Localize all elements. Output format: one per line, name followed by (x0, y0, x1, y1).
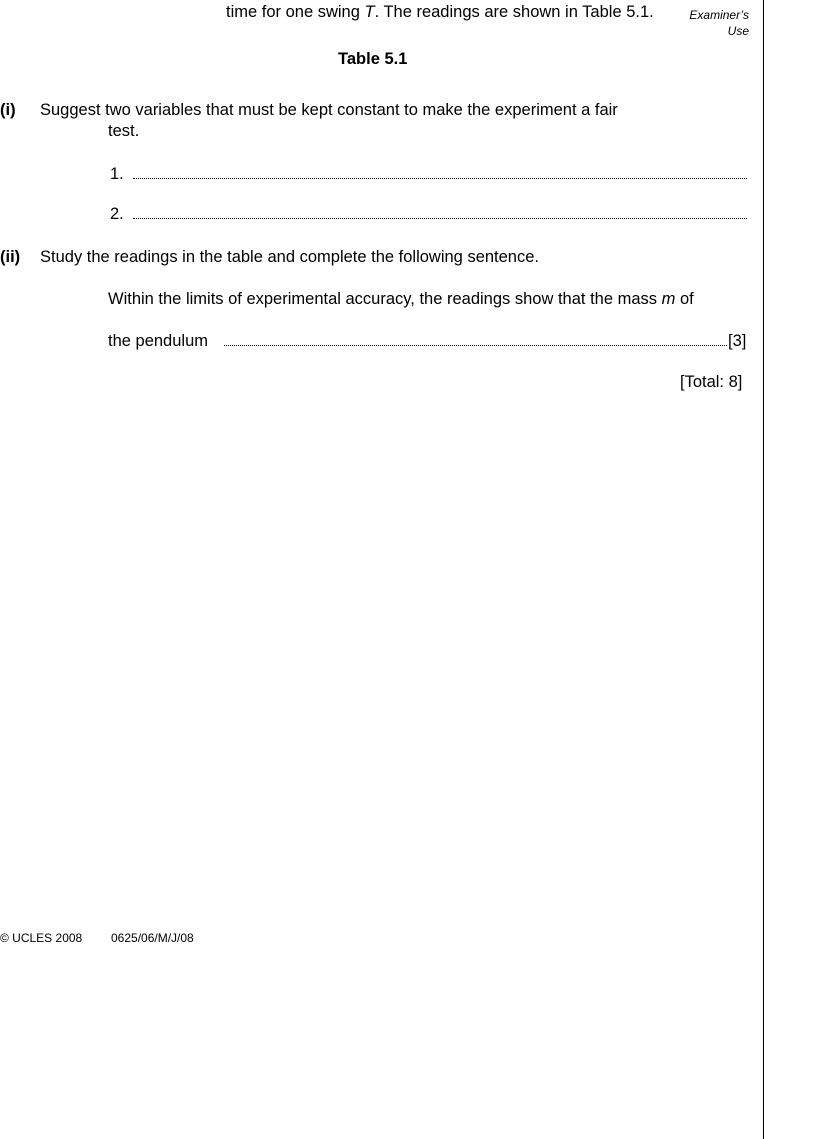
part-ii-question: Study the readings in the table and complete the following sentence. (40, 248, 539, 266)
part-i-question: Suggest two variables that must be kept constant to make the experiment a fair (40, 101, 618, 119)
part-i-question-continued: test. (108, 122, 140, 140)
total-marks: [Total: 8] (680, 373, 743, 391)
examiners-use-label: Examiner’s Use (689, 8, 749, 38)
examiner-margin-line (763, 0, 764, 1139)
part-ii-sentence: Within the limits of experimental accuracy, the readings show that the mass m of (108, 290, 694, 308)
answer-prefix: the pendulum (108, 332, 208, 350)
table-caption: Table 5.1 (338, 50, 408, 68)
answer-2-line[interactable] (133, 218, 747, 219)
intro-text: time for one swing T. The readings are shown in Table 5.1. (226, 3, 654, 21)
footer-syllabus-code: 0625/06/M/J/08 (111, 931, 194, 945)
answer-1-line[interactable] (133, 178, 747, 179)
answer-2-label: 2. (110, 205, 124, 223)
footer-copyright: © UCLES 2008 (0, 931, 83, 945)
part-ii-label: (ii) (0, 248, 21, 266)
part-i-label: (i) (0, 101, 16, 119)
answer-1-label: 1. (110, 165, 124, 183)
answer-3-line[interactable] (224, 345, 727, 346)
marks-label: [3] (728, 332, 747, 350)
